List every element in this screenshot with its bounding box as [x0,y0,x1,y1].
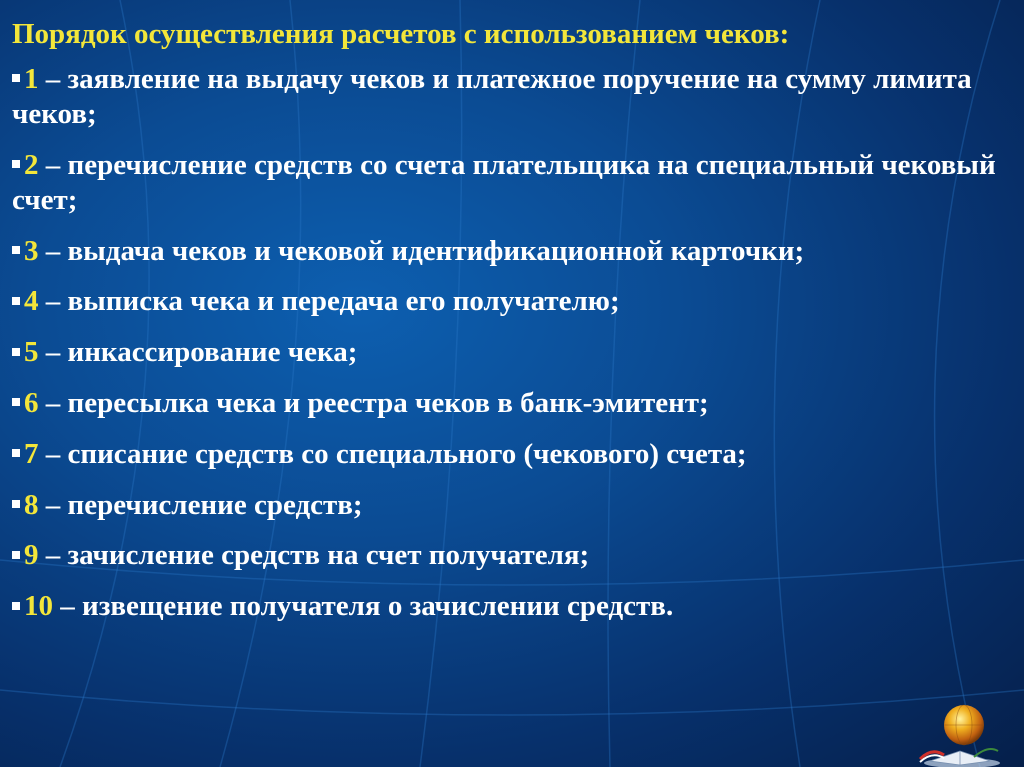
step-text: – зачисление средств на счет получателя; [38,539,590,572]
square-bullet-icon [12,398,20,406]
list-item [12,148,1002,218]
step-number: 2 [24,148,39,181]
step-number: 1 [24,63,39,95]
globe-book-logo [912,699,1002,767]
step-text: – инкассирование чека; [38,336,358,369]
square-bullet-icon [12,500,20,508]
step-text: – извещение получателя о зачислении средств. [53,590,674,623]
step-text: – списание средств со специального (чекового) счета; [38,437,747,470]
list-item [12,284,1002,319]
step-number: 3 [24,234,39,267]
step-number: 4 [24,285,39,318]
square-bullet-icon [12,551,20,559]
step-number: 5 [24,336,39,369]
slide-content [12,16,1002,640]
square-bullet-icon [12,297,20,305]
square-bullet-icon [12,348,20,356]
list-item [12,386,1002,421]
list-item [12,62,1002,132]
steps-list [12,62,1002,624]
list-item [12,234,1002,269]
list-item [12,437,1002,472]
step-text: – заявление на выдачу чеков и платежное поручение на сумму лимита чеков; [12,63,972,130]
step-number: 9 [24,539,39,572]
step-text: – пересылка чека и реестра чеков в банк-эмитент; [38,386,709,419]
step-number: 10 [24,590,53,623]
square-bullet-icon [12,246,20,254]
square-bullet-icon [12,160,20,168]
list-item [12,335,1002,370]
step-number: 7 [24,437,39,470]
list-item [12,488,1002,523]
slide-title: Порядок осуществления расчетов с использованием чеков: [12,18,790,50]
list-item [12,538,1002,573]
square-bullet-icon [12,449,20,457]
square-bullet-icon [12,602,20,610]
step-text: – перечисление средств; [38,488,363,521]
step-number: 6 [24,386,39,419]
step-number: 8 [24,488,39,521]
step-text: – выдача чеков и чековой идентификационной карточки; [38,234,805,267]
square-bullet-icon [12,74,20,82]
step-text: – выписка чека и передача его получателю; [38,285,620,318]
list-item [12,589,1002,624]
step-text: – перечисление средств со счета плательщика на специальный чековый счет; [12,148,996,216]
